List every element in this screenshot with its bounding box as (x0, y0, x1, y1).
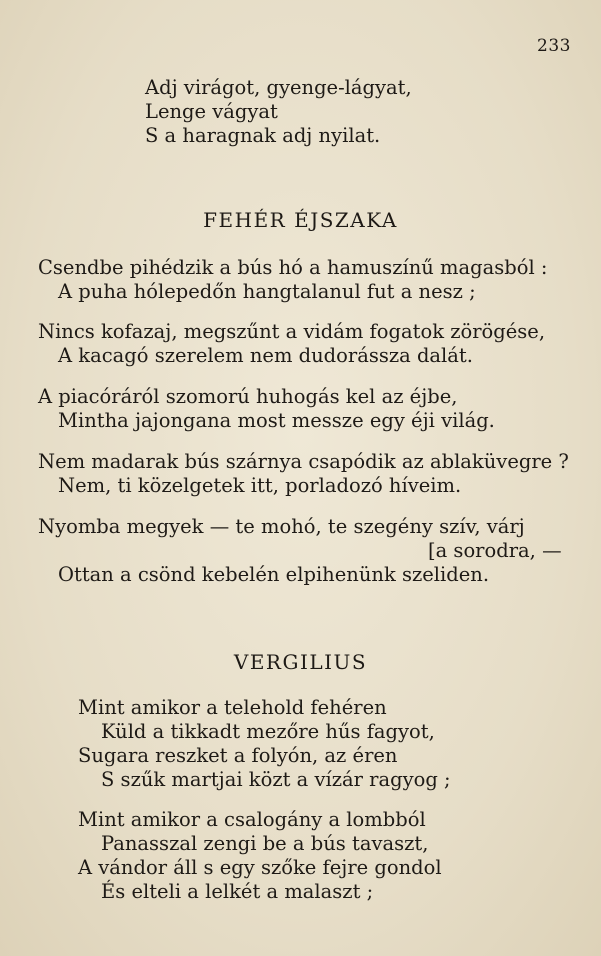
page-number: 233 (537, 36, 571, 56)
poem2-line-5: Mint amikor a csalogány a lombból (78, 808, 426, 831)
poem1-line-3: Nincs kofazaj, megszűnt a vidám fogatok zörögése, (38, 320, 546, 343)
poem1-line-9: Nyomba megyek — te mohó, te szegény szív, várj (38, 515, 525, 538)
poem2-line-7: A vándor áll s egy szőke fejre gondol (78, 856, 442, 879)
poem2-line-6: Panasszal zengi be a bús tavaszt, (101, 832, 429, 855)
poem1-line-9-continuation: [a sorodra, — (428, 539, 562, 562)
poem-title-feher-ejszaka: FEHÉR ÉJSZAKA (203, 208, 398, 232)
intro-line-2: Lenge vágyat (145, 100, 278, 123)
poem1-line-1: Csendbe pihédzik a bús hó a hamuszínű magasból : (38, 256, 548, 279)
poem1-line-10: Ottan a csönd kebelén elpihenünk szeliden. (58, 563, 490, 586)
poem1-line-6: Mintha jajongana most messze egy éji világ. (58, 409, 495, 432)
poem1-line-8: Nem, ti közelgetek itt, porladozó híveim. (58, 474, 462, 497)
poem2-line-3: Sugara reszket a folyón, az éren (78, 744, 398, 767)
poem1-line-4: A kacagó szerelem nem dudorássza dalát. (58, 344, 473, 367)
poem2-line-8: És elteli a lelkét a malaszt ; (101, 880, 374, 903)
poem2-line-2: Küld a tikkadt mezőre hűs fagyot, (101, 720, 435, 743)
poem-title-vergilius: VERGILIUS (233, 650, 368, 674)
intro-line-1: Adj virágot, gyenge-lágyat, (145, 76, 412, 99)
poem2-line-4: S szűk martjai közt a vízár ragyog ; (101, 768, 451, 791)
poem1-line-2: A puha hólepedőn hangtalanul fut a nesz ; (58, 280, 476, 303)
intro-line-3: S a haragnak adj nyilat. (145, 124, 381, 147)
poem2-line-1: Mint amikor a telehold fehéren (78, 696, 387, 719)
poem1-line-5: A piacóráról szomorú huhogás kel az éjbe, (38, 385, 458, 408)
poem1-line-7: Nem madarak bús szárnya csapódik az ablaküvegre ? (38, 450, 569, 473)
